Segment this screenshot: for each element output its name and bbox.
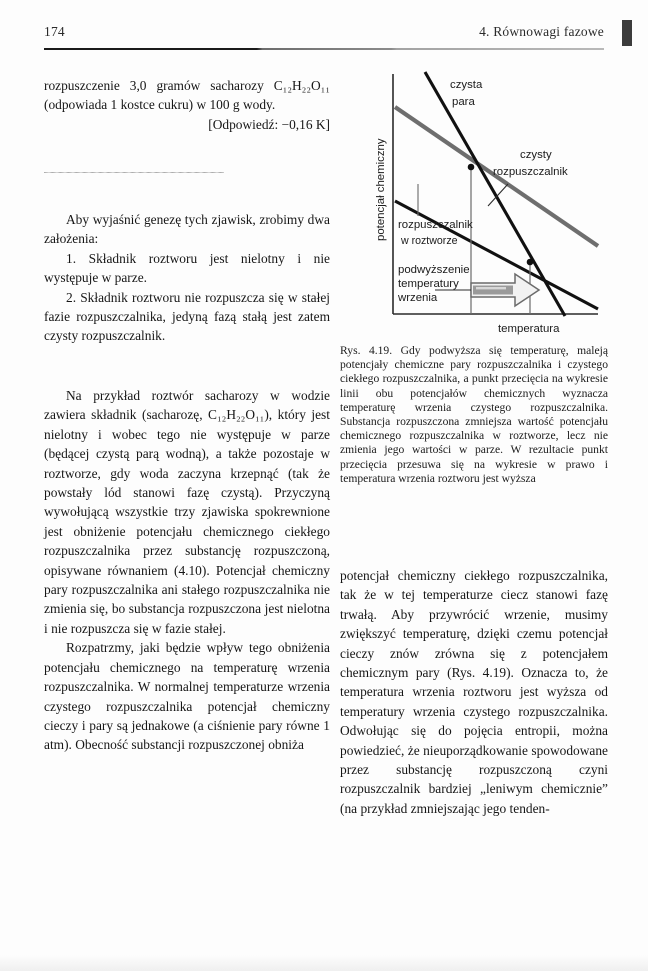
answer-line: [Odpowiedź: −0,16 K]	[208, 116, 330, 132]
intersection-point-pure	[468, 164, 475, 171]
figure-4-19	[340, 66, 610, 338]
figure-label-vapour-line1: czysta	[450, 79, 483, 91]
figure-label-pure-solvent-line1: czysty	[520, 149, 552, 161]
decorative-hairline	[44, 172, 224, 173]
intersection-point-solution	[527, 259, 534, 266]
assumption-item-1: 1. Składnik roztworu jest nielotny i nie występuje w parze.	[44, 250, 330, 286]
running-head	[44, 24, 604, 46]
left-column-body	[44, 386, 330, 755]
paragraph-consider: Rozpatrzmy, jaki będzie wpływ tego obniżenia potencjału chemicznego na temperaturę wrzenia rozpuszczalnika. W normalnej temperaturze wrzenia czystego rozpuszczalnika potencjał chemiczny cieczy i pary są jednakowe (a ciśnienie pary równe 1 atm). Obecność substancji rozpuszczonej obniża	[44, 640, 330, 753]
elevation-arrow	[471, 274, 539, 306]
figure-canvas	[340, 66, 608, 338]
figure-label-elevation-line3: wrzenia	[398, 292, 438, 304]
figure-label-vapour-line2: para	[452, 96, 475, 108]
paragraph-right-continued: potencjał chemiczny ciekłego rozpuszczalnika, tak że w tej temperaturze ciecz stanowi fazę trwałą. Aby przywrócić wrzenie, musimy zwiększyć temperaturę, dzięki czemu potencjał cieczy znów zrówna się z potencjałem chemicznym pary (Rys. 4.19). Oznacza to, że temperatura wrzenia roztworu jest wyższa od temperatury wrzenia czystego rozpuszczalnika. Odwołując się do pojęcia entropii, można powiedzieć, że nieuporządkowanie spowodowane przez substancję rozpuszczoną czyni rozpuszczalnik bardziej „leniwym chemicznie” (na przykład zmniejszając jego tenden-	[340, 568, 608, 816]
left-column-assumptions	[44, 210, 330, 346]
page-number: 174	[44, 24, 65, 39]
paragraph-example: Na przykład roztwór sacharozy w wodzie zawiera składnik (sacharozę, C₁₂H₂₂O₁₁), który jest nielotny i wobec tego nie występuje w parze (będącej czystą parą wodną), a także pozostaje w roztworze, gdy woda zaczyna krzepnąć (tak że powstały lód stanowi fazę czystą). Przyczyną wywołującą wszystkie trzy zjawiska spokrewnione jest obniżenie potencjału chemicznego ciekłego rozpuszczalnika przez substancję rozpuszczoną, opisywane równaniem (4.10). Potencjał chemiczny pary rozpuszczalnika ani stałego rozpuszczalnika nie zmienia się, bo substancja rozpuszczona jest nielotna i nie rozpuszcza się w fazie stałej.	[44, 388, 330, 636]
assumption-item-2: 2. Składnik roztworu nie rozpuszcza się w stałej fazie rozpuszczalnika, jedyną fazą stałą jest zatem czysty rozpuszczalnik.	[44, 289, 330, 344]
left-column-top	[44, 76, 330, 134]
right-column-body	[340, 566, 608, 818]
figure-x-axis-label: temperatura	[498, 323, 560, 335]
figure-svg	[340, 66, 608, 338]
figure-label-solution-line2: w roztworze	[401, 235, 458, 247]
figure-caption	[340, 344, 608, 486]
paragraph-assumptions-intro: Aby wyjaśnić genezę tych zjawisk, zrobimy dwa założenia:	[44, 212, 330, 247]
paragraph-problem-tail: rozpuszczenie 3,0 gramów sacharozy C₁₂H₂₂O₁₁ (odpowiada 1 kostce cukru) w 100 g wody.	[44, 78, 330, 113]
figure-label-pure-solvent-line2: rozpuszczalnik	[493, 166, 568, 178]
header-rule	[44, 48, 604, 50]
figure-y-axis-label: potencjał chemiczny	[375, 138, 387, 241]
page-edge-artifact	[622, 20, 632, 46]
figure-label-solution-line1: rozpuszczalnik	[398, 219, 473, 231]
chapter-title: 4. Równowagi fazowe	[479, 24, 604, 39]
page-bottom-shading	[0, 955, 648, 971]
figure-label-elevation-line2: temperatury	[398, 278, 459, 290]
figure-caption-text: Rys. 4.19. Gdy podwyższa się temperaturę, maleją potencjały chemiczne pary rozpuszczalnika i czystego ciekłego rozpuszczalnika, a punkt przecięcia na wykresie linii obu potencjałów chemicznych wyznacza temperaturę wrzenia czystego rozpuszczalnika. Substancja rozpuszczona zmniejsza wartość potencjału chemicznego rozpuszczalnika w roztworze, lecz nie zmienia jego wartości w parze. W rezultacie punkt przecięcia przesuwa się na wykresie w prawo i temperatura wrzenia roztworu jest wyższa	[340, 344, 608, 485]
figure-label-elevation-line1: podwyższenie	[398, 264, 470, 276]
